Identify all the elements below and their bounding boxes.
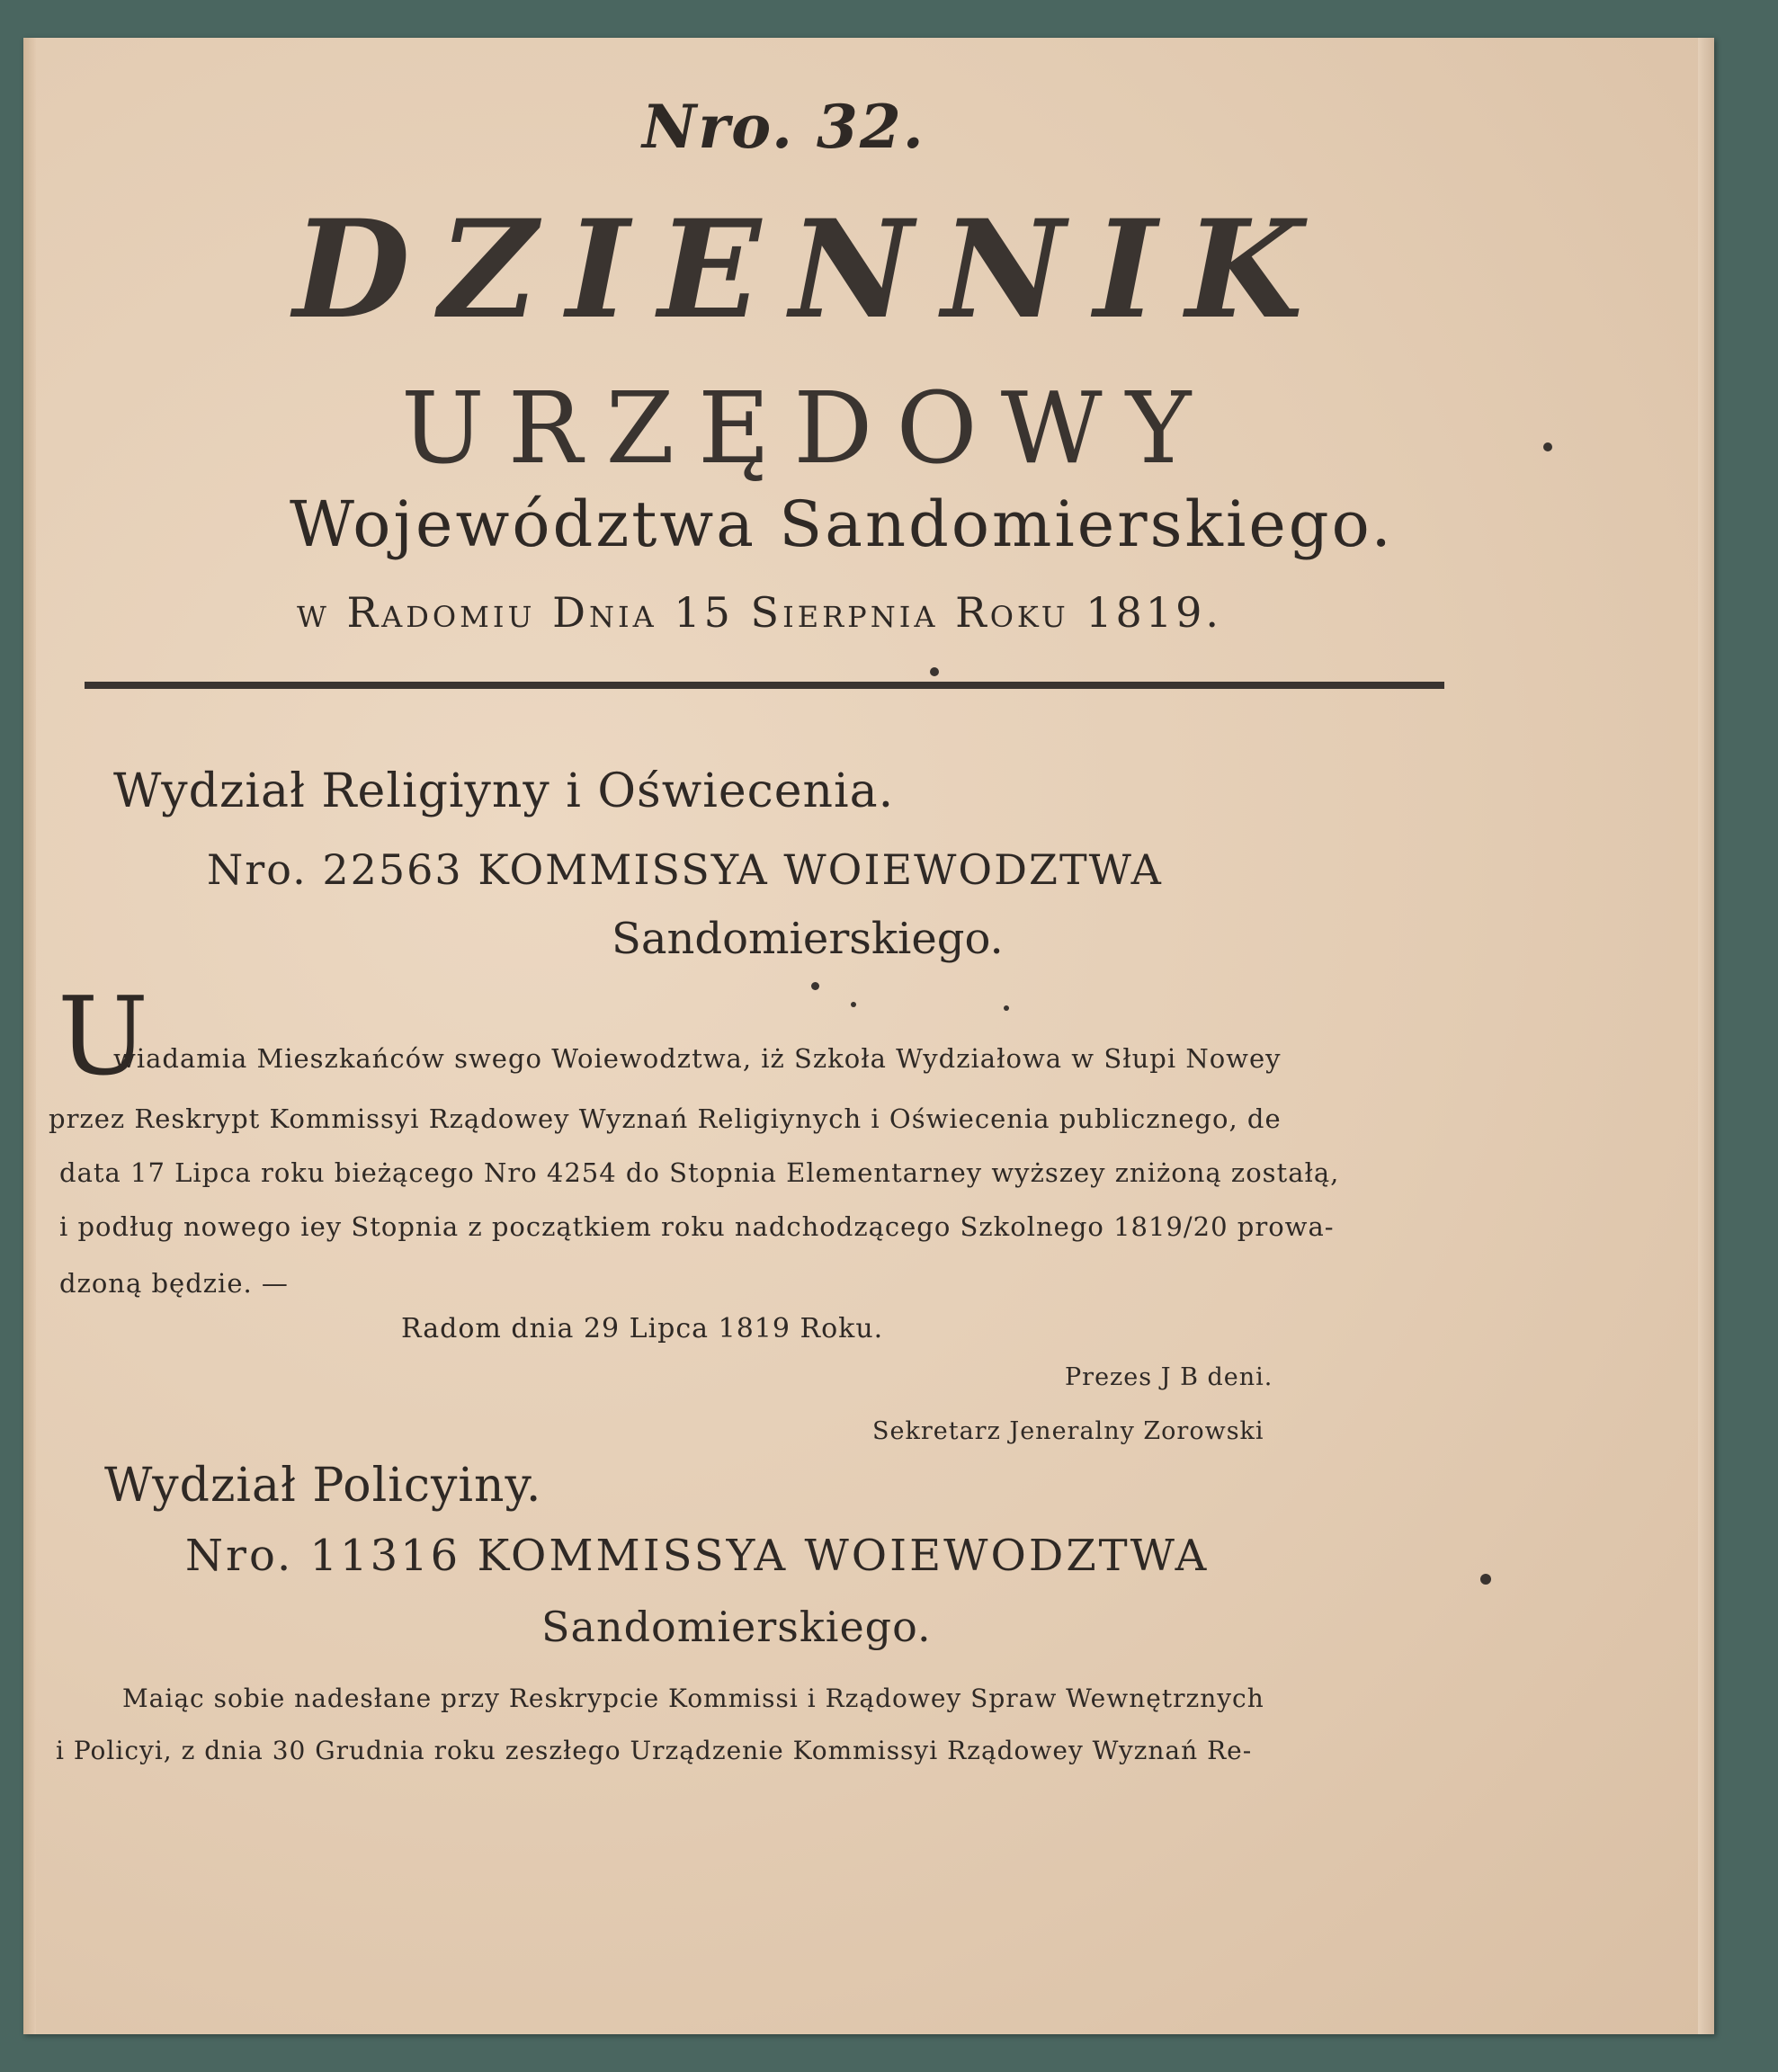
signature-secretary: Sekretarz Jeneralny Zorowski (872, 1417, 1264, 1445)
signature-president: Prezes J B deni. (1065, 1363, 1273, 1391)
masthead-place-date: w Radomiu Dnia 15 Sierpnia Roku 1819. (297, 588, 1222, 637)
drop-cap: U (58, 975, 149, 1100)
page-edge-right (1698, 38, 1714, 2034)
body-line: dzoną będzie. — (59, 1268, 289, 1299)
masthead-rule (85, 682, 1444, 689)
body-line: i Policyi, z dnia 30 Grudnia roku zeszłego Urządzenie Kommissyi Rządowey Wyznań Re- (56, 1736, 1253, 1765)
dateline: Radom dnia 29 Lipca 1819 Roku. (401, 1313, 884, 1344)
ink-speck (1543, 442, 1552, 451)
page-edge-left (23, 38, 36, 2034)
document-page (23, 38, 1714, 2034)
section-religious-heading: Wydział Religiyny i Oświecenia. (113, 764, 895, 818)
body-line: przez Reskrypt Kommissyi Rządowey Wyznań Religiynych i Oświecenia publicznego, de (49, 1103, 1282, 1134)
masthead-subtitle: URZĘDOWY (401, 371, 1215, 486)
body-line: data 17 Lipca roku bieżącego Nro 4254 do Stopnia Elementarney wyższey zniżoną zostałą, (59, 1157, 1340, 1188)
masthead-title: DZIENNIK (293, 191, 1332, 349)
body-line: i podług nowego iey Stopnia z początkiem roku nadchodzącego Szkolnego 1819/20 prowa- (59, 1211, 1335, 1242)
section-police-number-cont: Sandomierskiego. (541, 1603, 932, 1651)
body-line: Maiąc sobie nadesłane przy Reskrypcie Kommissi i Rządowey Spraw Wewnętrznych (122, 1684, 1264, 1713)
issue-number: Nro. 32. (642, 92, 925, 162)
masthead-region: Województwa Sandomierskiego. (290, 487, 1394, 561)
section-religious-number: Nro. 22563 KOMMISSYA WOIEWODZTWA (207, 845, 1163, 894)
rule-ornament (930, 667, 939, 676)
ink-speck (1004, 1005, 1009, 1011)
body-line: wiadamia Mieszkańców swego Woiewodztwa, iż Szkoła Wydziałowa w Słupi Nowey (113, 1043, 1282, 1074)
ink-speck (851, 1002, 856, 1007)
section-police-number: Nro. 11316 KOMMISSYA WOIEWODZTWA (185, 1531, 1210, 1581)
ink-speck (811, 982, 819, 990)
ink-speck (1480, 1574, 1491, 1585)
section-police-heading: Wydział Policyiny. (104, 1459, 542, 1513)
section-religious-number-cont: Sandomierskiego. (612, 914, 1004, 964)
